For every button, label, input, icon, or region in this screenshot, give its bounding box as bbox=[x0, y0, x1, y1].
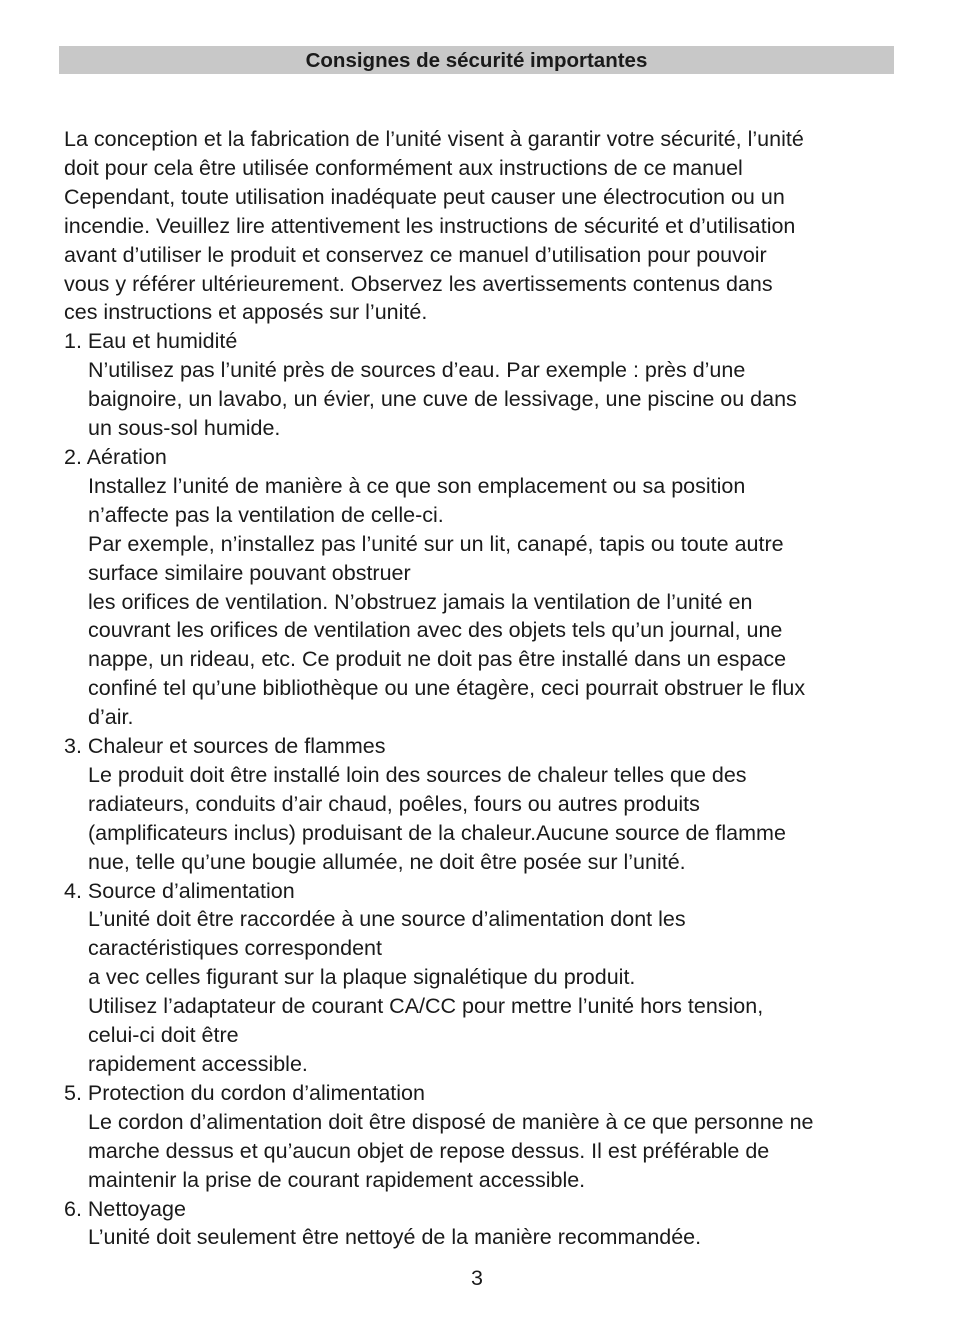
section-line: baignoire, un lavabo, un évier, une cuve de lessivage, une piscine ou dans bbox=[88, 387, 797, 412]
section-line: confiné tel qu’une bibliothèque ou une étagère, ceci pourrait obstruer le flux bbox=[88, 676, 806, 701]
section-line: caractéristiques correspondent bbox=[88, 936, 382, 961]
intro-line: La conception et la fabrication de l’unité visent à garantir votre sécurité, l’unité bbox=[64, 127, 804, 151]
section-heat-flames bbox=[64, 732, 904, 877]
intro-line: ces instructions et apposés sur l’unité. bbox=[64, 300, 428, 325]
section-power-cord bbox=[64, 1079, 904, 1195]
document-body bbox=[64, 125, 904, 1252]
section-line: Le cordon d’alimentation doit être disposé de manière à ce que personne ne bbox=[88, 1109, 814, 1134]
section-line: Le produit doit être installé loin des sources de chaleur telles que des bbox=[88, 762, 747, 787]
intro-line: Cependant, toute utilisation inadéquate peut causer une électrocution ou un bbox=[64, 184, 785, 209]
section-cleaning bbox=[64, 1195, 904, 1253]
section-heading: 6. Nettoyage bbox=[64, 1196, 186, 1221]
section-line: N’utilisez pas l’unité près de sources d’eau. Par exemple : près d’une bbox=[88, 358, 746, 383]
section-line: un sous-sol humide. bbox=[88, 416, 281, 441]
section-line: L’unité doit seulement être nettoyé de la manière recommandée. bbox=[88, 1225, 702, 1250]
section-heading: 4. Source d’alimentation bbox=[64, 878, 295, 903]
intro-line: incendie. Veuillez lire attentivement les instructions de sécurité et d’utilisation bbox=[64, 213, 796, 238]
section-heading: 3. Chaleur et sources de flammes bbox=[64, 734, 386, 759]
section-line: Utilisez l’adaptateur de courant CA/CC pour mettre l’unité hors tension, bbox=[88, 994, 764, 1019]
section-heading: 1. Eau et humidité bbox=[64, 329, 238, 354]
section-line: surface similaire pouvant obstruer bbox=[88, 560, 411, 585]
section-line: Par exemple, n’installez pas l’unité sur un lit, canapé, tapis ou toute autre bbox=[88, 531, 784, 556]
section-line: d’air. bbox=[88, 705, 134, 730]
section-line: maintenir la prise de courant rapidement accessible. bbox=[88, 1167, 586, 1192]
section-heading: 2. Aération bbox=[64, 444, 167, 469]
section-line: les orifices de ventilation. N’obstruez jamais la ventilation de l’unité en bbox=[88, 589, 753, 614]
intro-line: vous y référer ultérieurement. Observez les avertissements contenus dans bbox=[64, 271, 773, 296]
section-line: rapidement accessible. bbox=[88, 1052, 308, 1076]
section-line: nappe, un rideau, etc. Ce produit ne doit pas être installé dans un espace bbox=[88, 647, 787, 672]
section-line: nue, telle qu’une bougie allumée, ne doit être posée sur l’unité. bbox=[88, 849, 686, 874]
section-line: couvrant les orifices de ventilation avec des objets tels qu’un journal, une bbox=[88, 618, 783, 643]
section-ventilation bbox=[64, 443, 904, 732]
section-line: marche dessus et qu’aucun objet de repose dessus. Il est préférable de bbox=[88, 1138, 770, 1163]
intro-line: doit pour cela être utilisée conformément aux instructions de ce manuel bbox=[64, 155, 743, 180]
section-line: Installez l’unité de manière à ce que son emplacement ou sa position bbox=[88, 473, 746, 498]
intro-paragraph bbox=[64, 125, 904, 327]
section-line: (amplificateurs inclus) produisant de la chaleur.Aucune source de flamme bbox=[88, 820, 786, 845]
section-heading: 5. Protection du cordon d’alimentation bbox=[64, 1080, 425, 1105]
section-line: radiateurs, conduits d’air chaud, poêles, fours ou autres produits bbox=[88, 791, 700, 816]
section-line: a vec celles figurant sur la plaque signalétique du produit. bbox=[88, 965, 636, 990]
section-line: n’affecte pas la ventilation de celle-ci. bbox=[88, 502, 444, 527]
page-number: 3 bbox=[471, 1266, 483, 1290]
page-title: Consignes de sécurité importantes bbox=[59, 46, 894, 74]
intro-line: avant d’utiliser le produit et conservez ce manuel d’utilisation pour pouvoir bbox=[64, 242, 767, 267]
section-water-humidity bbox=[64, 327, 904, 443]
section-power-source bbox=[64, 877, 904, 1079]
section-line: L’unité doit être raccordée à une source d’alimentation dont les bbox=[88, 907, 686, 932]
section-line: celui-ci doit être bbox=[88, 1023, 239, 1048]
